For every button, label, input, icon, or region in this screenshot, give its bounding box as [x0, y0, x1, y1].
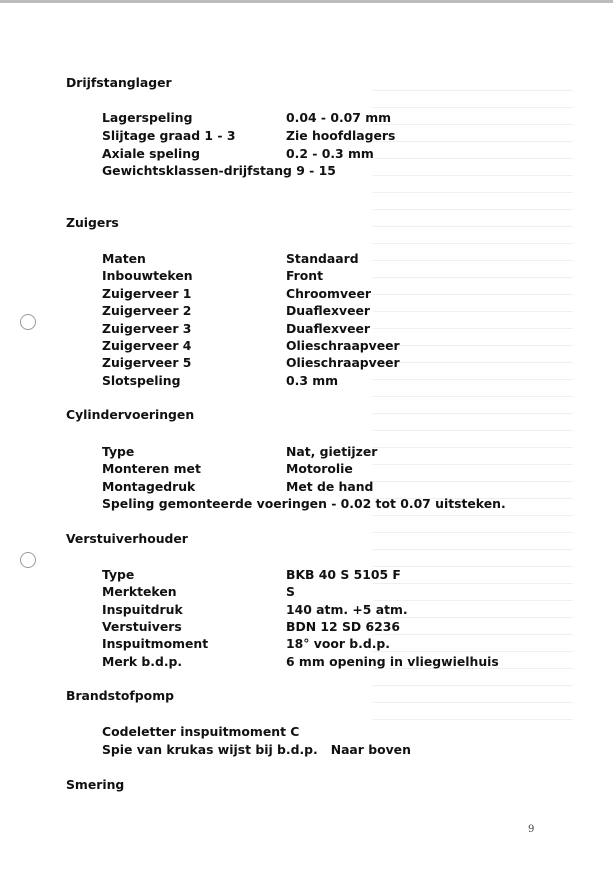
section-heading-drijfstanglager: Drijfstanglager	[66, 75, 172, 90]
spec-label: Merk b.d.p.	[102, 654, 183, 669]
spec-value: 6 mm opening in vliegwielhuis	[286, 654, 499, 669]
spec-label: Axiale speling	[102, 146, 200, 161]
section-heading-smering: Smering	[66, 777, 125, 792]
spec-value: 0.2 - 0.3 mm	[286, 146, 374, 161]
spec-value: Front	[286, 268, 324, 283]
spec-label: Codeletter inspuitmoment C	[102, 724, 300, 739]
spec-value: 18° voor b.d.p.	[286, 636, 391, 651]
punch-hole	[20, 314, 36, 330]
spec-label: Type	[102, 444, 135, 459]
section-heading-cylindervoeringen: Cylindervoeringen	[66, 407, 195, 422]
spec-value: Olieschraapveer	[286, 355, 400, 370]
spec-label: Monteren met	[102, 461, 201, 476]
spec-label: Zuigerveer 5	[102, 355, 192, 370]
spec-value: Motorolie	[286, 461, 353, 476]
spec-label: Verstuivers	[102, 619, 182, 634]
bleed-through-text	[373, 90, 573, 730]
spec-value: Nat, gietijzer	[286, 444, 378, 459]
spec-value: Olieschraapveer	[286, 338, 400, 353]
spec-value: 0.04 - 0.07 mm	[286, 110, 392, 125]
spec-label: Inbouwteken	[102, 268, 193, 283]
cylinder-note: Speling gemonteerde voeringen - 0.02 tot 0.07 uitsteken.	[102, 496, 506, 511]
spec-value: Chroomveer	[286, 286, 371, 301]
spec-label: Merkteken	[102, 584, 177, 599]
punch-hole	[20, 552, 36, 568]
spec-label: Zuigerveer 2	[102, 303, 192, 318]
spec-label: Lagerspeling	[102, 110, 193, 125]
spec-value: 140 atm. +5 atm.	[286, 602, 408, 617]
scan-edge	[0, 0, 613, 3]
spec-value: Zie hoofdlagers	[286, 128, 396, 143]
spec-value: BKB 40 S 5105 F	[286, 567, 401, 582]
spec-label: Zuigerveer 3	[102, 321, 192, 336]
section-heading-verstuiverhouder: Verstuiverhouder	[66, 531, 188, 546]
spec-label: Gewichtsklassen-drijfstang 9 - 15	[102, 163, 336, 178]
section-heading-brandstofpomp: Brandstofpomp	[66, 688, 174, 703]
spec-value: BDN 12 SD 6236	[286, 619, 400, 634]
spec-value: 0.3 mm	[286, 373, 339, 388]
spec-value: Met de hand	[286, 479, 374, 494]
section-heading-zuigers: Zuigers	[66, 215, 119, 230]
spec-value: S	[286, 584, 295, 599]
spec-label: Inspuitmoment	[102, 636, 209, 651]
spec-value: Standaard	[286, 251, 359, 266]
spec-label: Slijtage graad 1 - 3	[102, 128, 236, 143]
spec-label: Type	[102, 567, 135, 582]
spec-label: Slotspeling	[102, 373, 181, 388]
spec-label: Spie van krukas wijst bij b.d.p. Naar boven	[102, 742, 411, 757]
page-number: 9	[528, 824, 535, 835]
spec-label: Montagedruk	[102, 479, 196, 494]
spec-label: Zuigerveer 1	[102, 286, 192, 301]
spec-value: Duaflexveer	[286, 321, 371, 336]
spec-label: Maten	[102, 251, 146, 266]
spec-value: Duaflexveer	[286, 303, 371, 318]
spec-label: Zuigerveer 4	[102, 338, 192, 353]
spec-label: Inspuitdruk	[102, 602, 183, 617]
